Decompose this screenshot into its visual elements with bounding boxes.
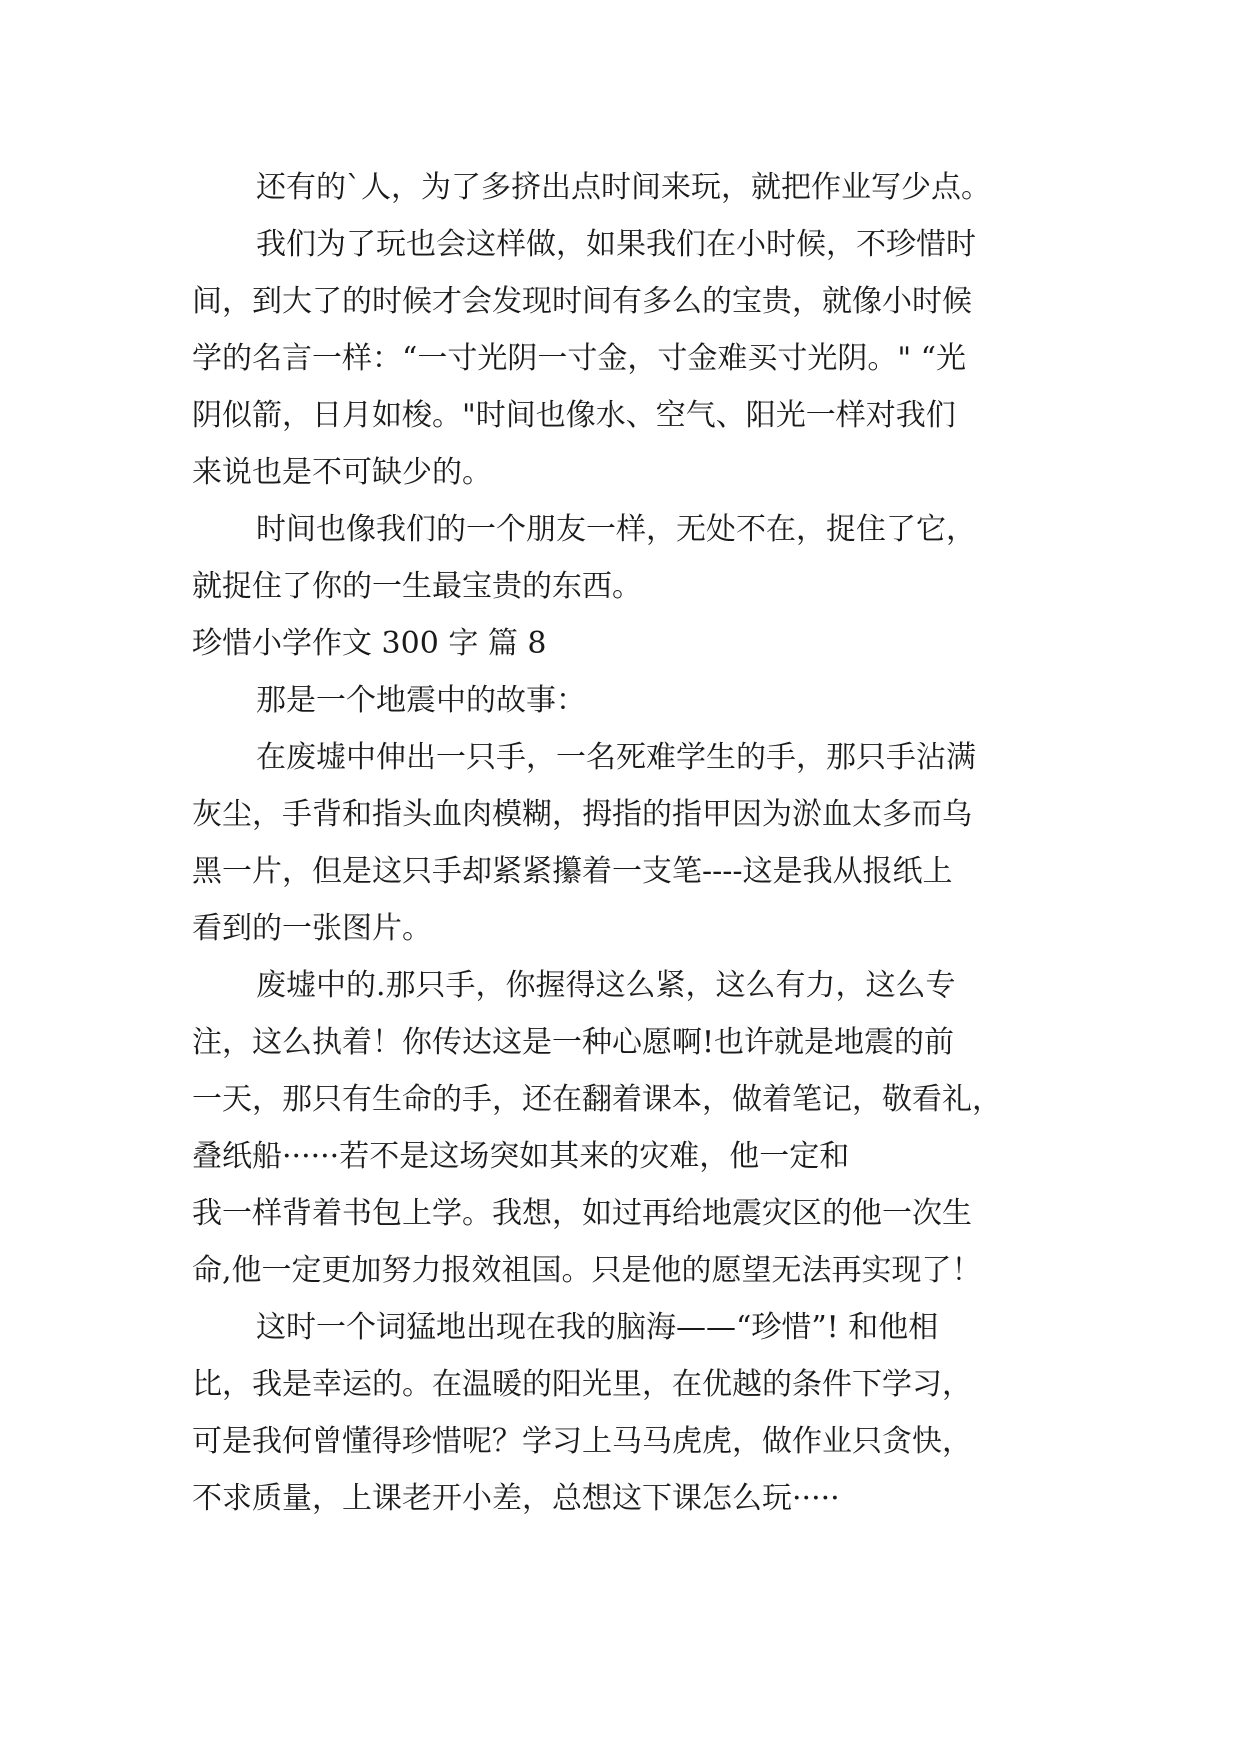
paragraph-line: 来说也是不可缺少的。 bbox=[192, 455, 492, 490]
paragraph-line: 注，这么执着！你传达这是一种心愿啊!也许就是地震的前 bbox=[192, 1025, 955, 1060]
paragraph-line: 黑一片，但是这只手却紧紧攥着一支笔----这是我从报纸上 bbox=[192, 854, 953, 889]
paragraph-line: 就捉住了你的一生最宝贵的东西。 bbox=[192, 569, 642, 604]
paragraph-line: 比，我是幸运的。在温暖的阳光里，在优越的条件下学习， bbox=[192, 1367, 972, 1402]
paragraph-line: 灰尘，手背和指头血肉模糊，拇指的指甲因为淤血太多而乌 bbox=[192, 797, 972, 832]
paragraph-line: 可是我何曾懂得珍惜呢？学习上马马虎虎，做作业只贪快， bbox=[192, 1424, 972, 1459]
paragraph-line: 间，到大了的时候才会发现时间有多么的宝贵，就像小时候 bbox=[192, 284, 972, 319]
paragraph-line: 在废墟中伸出一只手，一名死难学生的手，那只手沾满 bbox=[256, 740, 976, 775]
paragraph-line: 还有的`人，为了多挤出点时间来玩，就把作业写少点。 bbox=[256, 170, 991, 205]
paragraph-line: 不求质量，上课老开小差，总想这下课怎么玩····· bbox=[192, 1481, 840, 1516]
paragraph-line: 叠纸船······若不是这场突如其来的灾难，他一定和 bbox=[192, 1139, 850, 1174]
paragraph-line: 这时一个词猛地出现在我的脑海——“珍惜”! 和他相 bbox=[256, 1310, 939, 1345]
section-heading: 珍惜小学作文 300 字 篇 8 bbox=[192, 626, 547, 661]
paragraph-line: 学的名言一样：“一寸光阴一寸金，寸金难买寸光阴。" “光 bbox=[192, 341, 967, 376]
paragraph-line: 一天，那只有生命的手，还在翻着课本，做着笔记，敬看礼， bbox=[192, 1082, 1002, 1117]
paragraph-line: 我一样背着书包上学。我想，如过再给地震灾区的他一次生 bbox=[192, 1196, 972, 1231]
paragraph-line: 时间也像我们的一个朋友一样，无处不在，捉住了它， bbox=[256, 512, 976, 547]
paragraph-line: 废墟中的.那只手，你握得这么紧，这么有力，这么专 bbox=[256, 968, 956, 1003]
paragraph-line: 我们为了玩也会这样做，如果我们在小时候，不珍惜时 bbox=[256, 227, 976, 262]
paragraph-line: 命,他一定更加努力报效祖国。只是他的愿望无法再实现了！ bbox=[192, 1253, 982, 1288]
paragraph-line: 那是一个地震中的故事： bbox=[256, 683, 586, 718]
paragraph-line: 阴似箭，日月如梭。"时间也像水、空气、阳光一样对我们 bbox=[192, 398, 956, 433]
paragraph-line: 看到的一张图片。 bbox=[192, 911, 432, 946]
